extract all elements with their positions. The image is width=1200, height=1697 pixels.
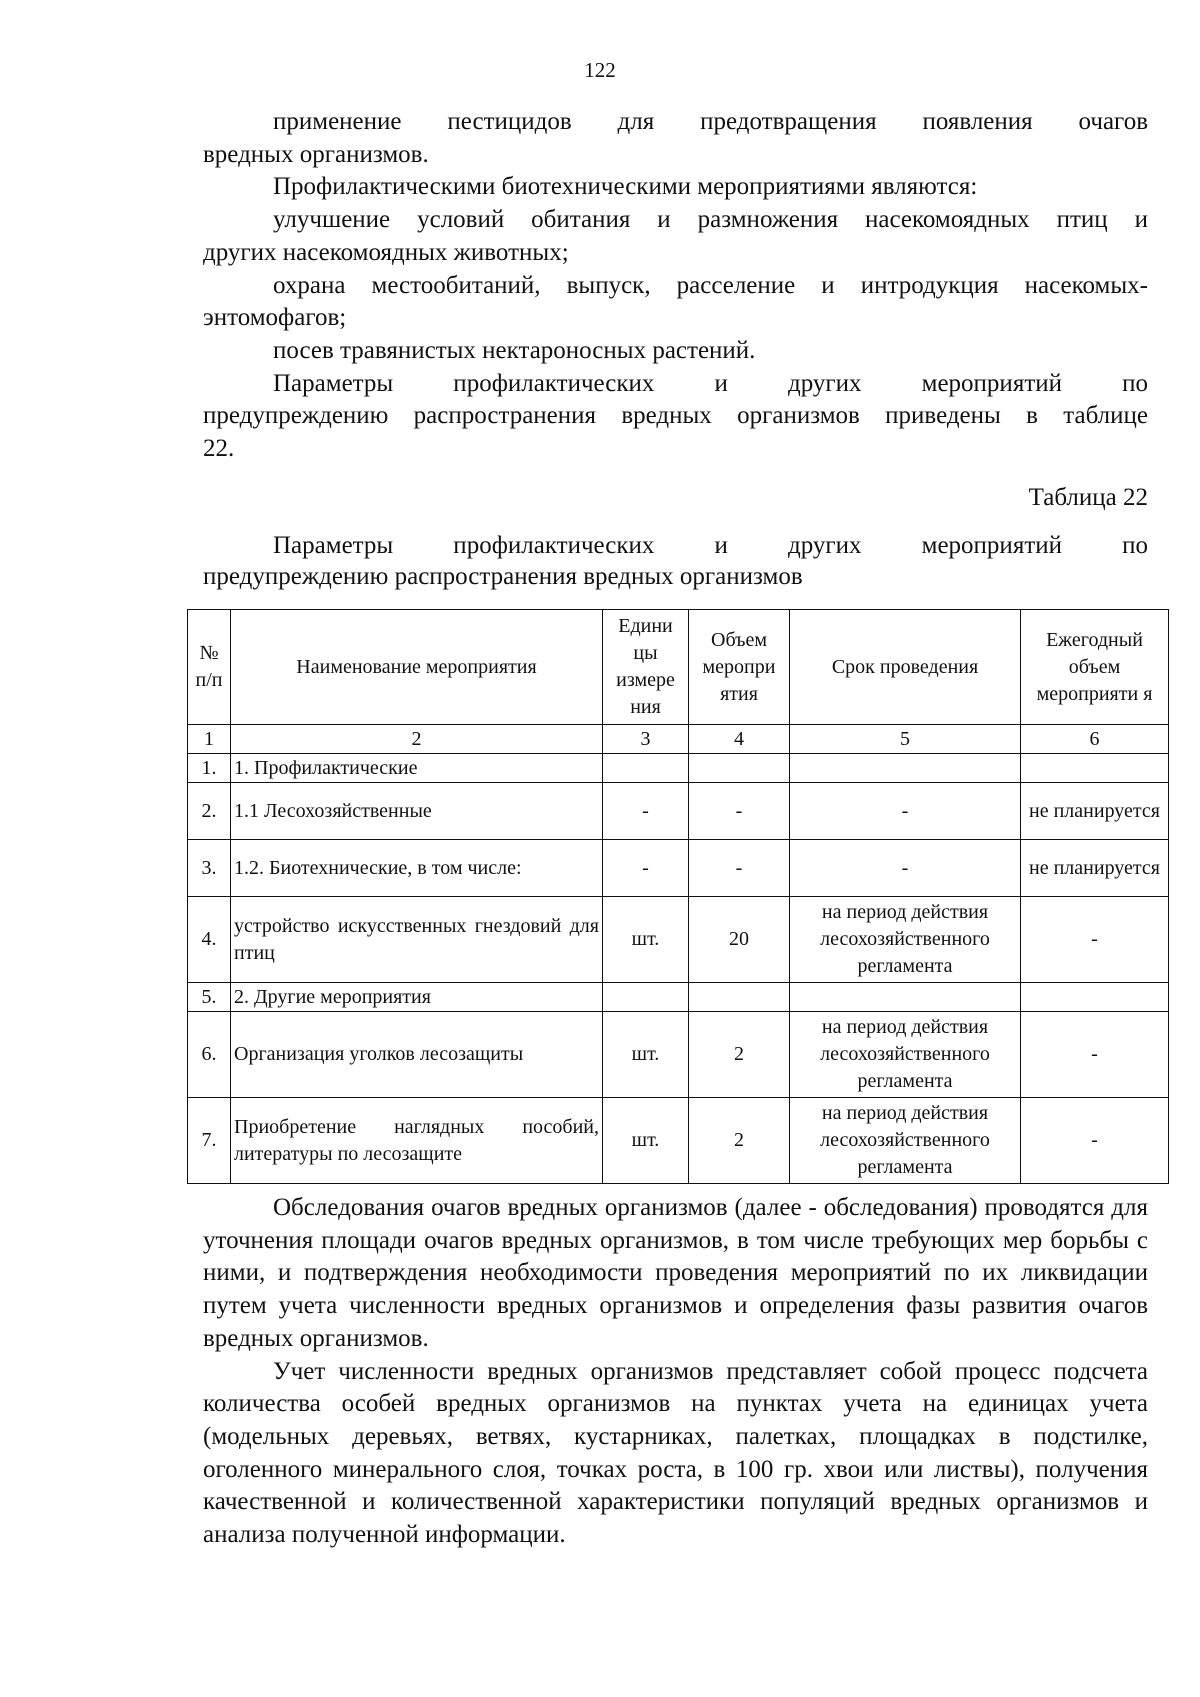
- column-number-5: 5: [790, 725, 1021, 754]
- table-row: [188, 754, 1169, 783]
- row-annual: -: [1021, 897, 1169, 983]
- row-unit: -: [603, 840, 689, 897]
- row-annual: [1021, 983, 1169, 1012]
- row-name: Приобретение наглядных пособий, литературы по лесозащите: [231, 1098, 603, 1184]
- paragraph-parameters-line2: предупреждению распространения вредных организмов приведены в таблице: [203, 402, 1148, 430]
- paragraph-pesticides-line2: вредных организмов.: [203, 140, 429, 168]
- row-annual: [1021, 754, 1169, 783]
- row-volume: 2: [689, 1012, 790, 1098]
- column-number-4: 4: [689, 725, 790, 754]
- row-annual: -: [1021, 1098, 1169, 1184]
- table-caption: Таблица 22: [1028, 484, 1148, 511]
- column-number-1: 1: [188, 725, 231, 754]
- row-term: -: [790, 840, 1021, 897]
- row-term: на период действия лесохозяйственного регламента: [790, 1098, 1021, 1184]
- table-row: [188, 897, 1169, 983]
- column-number-3: 3: [603, 725, 689, 754]
- row-term: [790, 754, 1021, 783]
- table-row: [188, 1098, 1169, 1184]
- header-volume: Объем меропри ятия: [689, 610, 790, 725]
- row-unit: [603, 983, 689, 1012]
- row-volume: -: [689, 783, 790, 840]
- row-name: 1.1 Лесохозяйственные: [231, 783, 603, 840]
- row-number: 6.: [188, 1012, 231, 1098]
- header-name: Наименование мероприятия: [231, 610, 603, 725]
- paragraph-biotechnical-intro: Профилактическими биотехническими мероприятиями являются:: [273, 173, 978, 201]
- paragraph-counting: Учет численности вредных организмов представляет собой процесс подсчета количества особей вредных организмов на пунктах учета на единицах учета (модельных деревьях, ветвях, кустарниках, палетках, площадках в подстилке, оголенного минерального слоя, точках роста, в 100 гр. хвои или листвы), получения качественной и количественной характеристики популяций вредных организмов и анализа полученной информации.: [203, 1357, 1148, 1549]
- row-annual: не планируется: [1021, 840, 1169, 897]
- row-unit: шт.: [603, 1012, 689, 1098]
- paragraph-birds-line2: других насекомоядных животных;: [203, 238, 569, 266]
- paragraph-parameters-line3: 22.: [203, 435, 235, 463]
- table-row: [188, 840, 1169, 897]
- table-row: [188, 783, 1169, 840]
- column-number-6: 6: [1021, 725, 1169, 754]
- row-number: 3.: [188, 840, 231, 897]
- row-term: на период действия лесохозяйственного регламента: [790, 897, 1021, 983]
- page-number: 122: [584, 58, 616, 82]
- row-number: 1.: [188, 754, 231, 783]
- row-volume: -: [689, 840, 790, 897]
- row-number: 5.: [188, 983, 231, 1012]
- row-unit: -: [603, 783, 689, 840]
- header-annual: Ежегодный объем мероприяти я: [1021, 610, 1169, 725]
- row-volume: [689, 754, 790, 783]
- table-row: [188, 1012, 1169, 1098]
- row-number: 2.: [188, 783, 231, 840]
- row-volume: 20: [689, 897, 790, 983]
- header-term: Срок проведения: [790, 610, 1021, 725]
- paragraph-birds-line1: улучшение условий обитания и размножения насекомоядных птиц и: [273, 206, 1148, 234]
- row-name: 2. Другие мероприятия: [231, 983, 603, 1012]
- measures-table: [187, 609, 1169, 1184]
- table-title-line2: предупреждению распространения вредных организмов: [203, 563, 803, 590]
- row-volume: [689, 983, 790, 1012]
- row-unit: шт.: [603, 1098, 689, 1184]
- paragraph-habitat-line2: энтомофагов;: [203, 304, 347, 332]
- row-name: 1.2. Биотехнические, в том числе:: [231, 840, 603, 897]
- row-unit: шт.: [603, 897, 689, 983]
- row-unit: [603, 754, 689, 783]
- column-number-2: 2: [231, 725, 603, 754]
- row-number: 7.: [188, 1098, 231, 1184]
- row-name: Организация уголков лесозащиты: [231, 1012, 603, 1098]
- paragraph-surveys: Обследования очагов вредных организмов (далее - обследования) проводятся для уточнения площади очагов вредных организмов, в том числе требующих мер борьбы с ними, и подтверждения необходимости проведения мероприятий по их ликвидации путем учета численности вредных организмов и определения фазы развития очагов вредных организмов.: [203, 1194, 1148, 1352]
- row-term: [790, 983, 1021, 1012]
- row-annual: -: [1021, 1012, 1169, 1098]
- row-volume: 2: [689, 1098, 790, 1184]
- top-text: [203, 106, 1148, 466]
- header-number: № п/п: [188, 610, 231, 725]
- row-term: -: [790, 783, 1021, 840]
- row-annual: не планируется: [1021, 783, 1169, 840]
- row-term: на период действия лесохозяйственного регламента: [790, 1012, 1021, 1098]
- paragraph-parameters-line1: Параметры профилактических и других мероприятий по: [273, 369, 1148, 397]
- table-title: [203, 530, 1148, 592]
- bottom-text: [203, 1192, 1148, 1552]
- paragraph-habitat-line1: охрана местообитаний, выпуск, расселение и интродукция насекомых-: [273, 271, 1148, 299]
- header-unit: Едини цы измере ния: [603, 610, 689, 725]
- paragraph-pesticides-line1: применение пестицидов для предотвращения появления очагов: [273, 108, 1148, 135]
- paragraph-nectar: посев травянистых нектароносных растений.: [273, 336, 756, 364]
- row-number: 4.: [188, 897, 231, 983]
- table-title-line1: Параметры профилактических и других мероприятий по: [273, 532, 1148, 559]
- row-name: 1. Профилактические: [231, 754, 603, 783]
- row-name: устройство искусственных гнездовий для птиц: [231, 897, 603, 983]
- table-header-row: [188, 610, 1169, 725]
- table-column-numbers-row: [188, 725, 1169, 754]
- table-row: [188, 983, 1169, 1012]
